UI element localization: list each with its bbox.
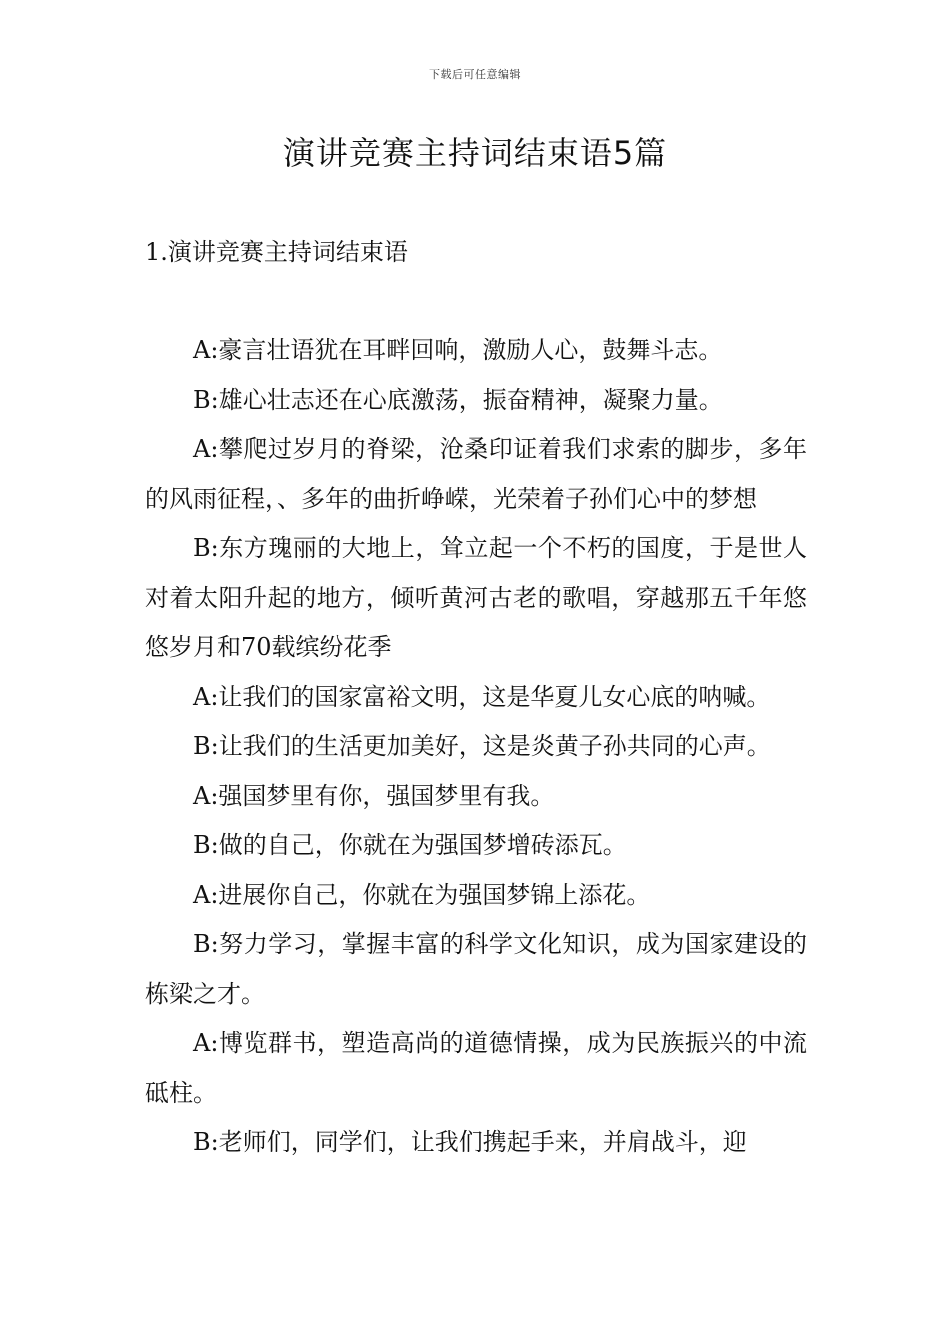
- paragraph: B:努力学习，掌握丰富的科学文化知识，成为国家建设的栋梁之才。: [145, 930, 807, 1008]
- paragraph: A:攀爬过岁月的脊梁，沧桑印证着我们求索的脚步，多年的风雨征程，、多年的曲折峥嵘，光荣着子孙们心中的梦想: [145, 435, 807, 513]
- paragraph: B:东方瑰丽的大地上，耸立起一个不朽的国度，于是世人对着太阳升起的地方，倾听黄河古老的歌唱，穿越那五千年悠悠岁月和70载缤纷花季: [145, 534, 807, 661]
- paragraph: B:做的自己，你就在为强国梦增砖添瓦。: [193, 831, 627, 859]
- document-title: 演讲竞赛主持词结束语5篇: [282, 134, 668, 172]
- paragraph: B:让我们的生活更加美好，这是炎黄子孙共同的心声。: [193, 732, 771, 760]
- paragraph: B:老师们，同学们，让我们携起手来，并肩战斗，迎: [193, 1128, 747, 1156]
- paragraph: A:豪言壮语犹在耳畔回响，激励人心，鼓舞斗志。: [193, 336, 723, 364]
- header-note: 下载后可任意编辑: [429, 68, 521, 81]
- paragraph: A:博览群书，塑造高尚的道德情操，成为民族振兴的中流砥柱。: [145, 1029, 807, 1107]
- paragraph: A:进展你自己，你就在为强国梦锦上添花。: [193, 880, 651, 909]
- paragraph: A:强国梦里有你，强国梦里有我。: [193, 781, 555, 810]
- section-heading: 1.演讲竞赛主持词结束语: [145, 238, 408, 266]
- document-body: [145, 326, 807, 1168]
- paragraph: B:雄心壮志还在心底激荡，振奋精神，凝聚力量。: [193, 385, 723, 414]
- paragraph: A:让我们的国家富裕文明，这是华夏儿女心底的呐喊。: [193, 682, 771, 711]
